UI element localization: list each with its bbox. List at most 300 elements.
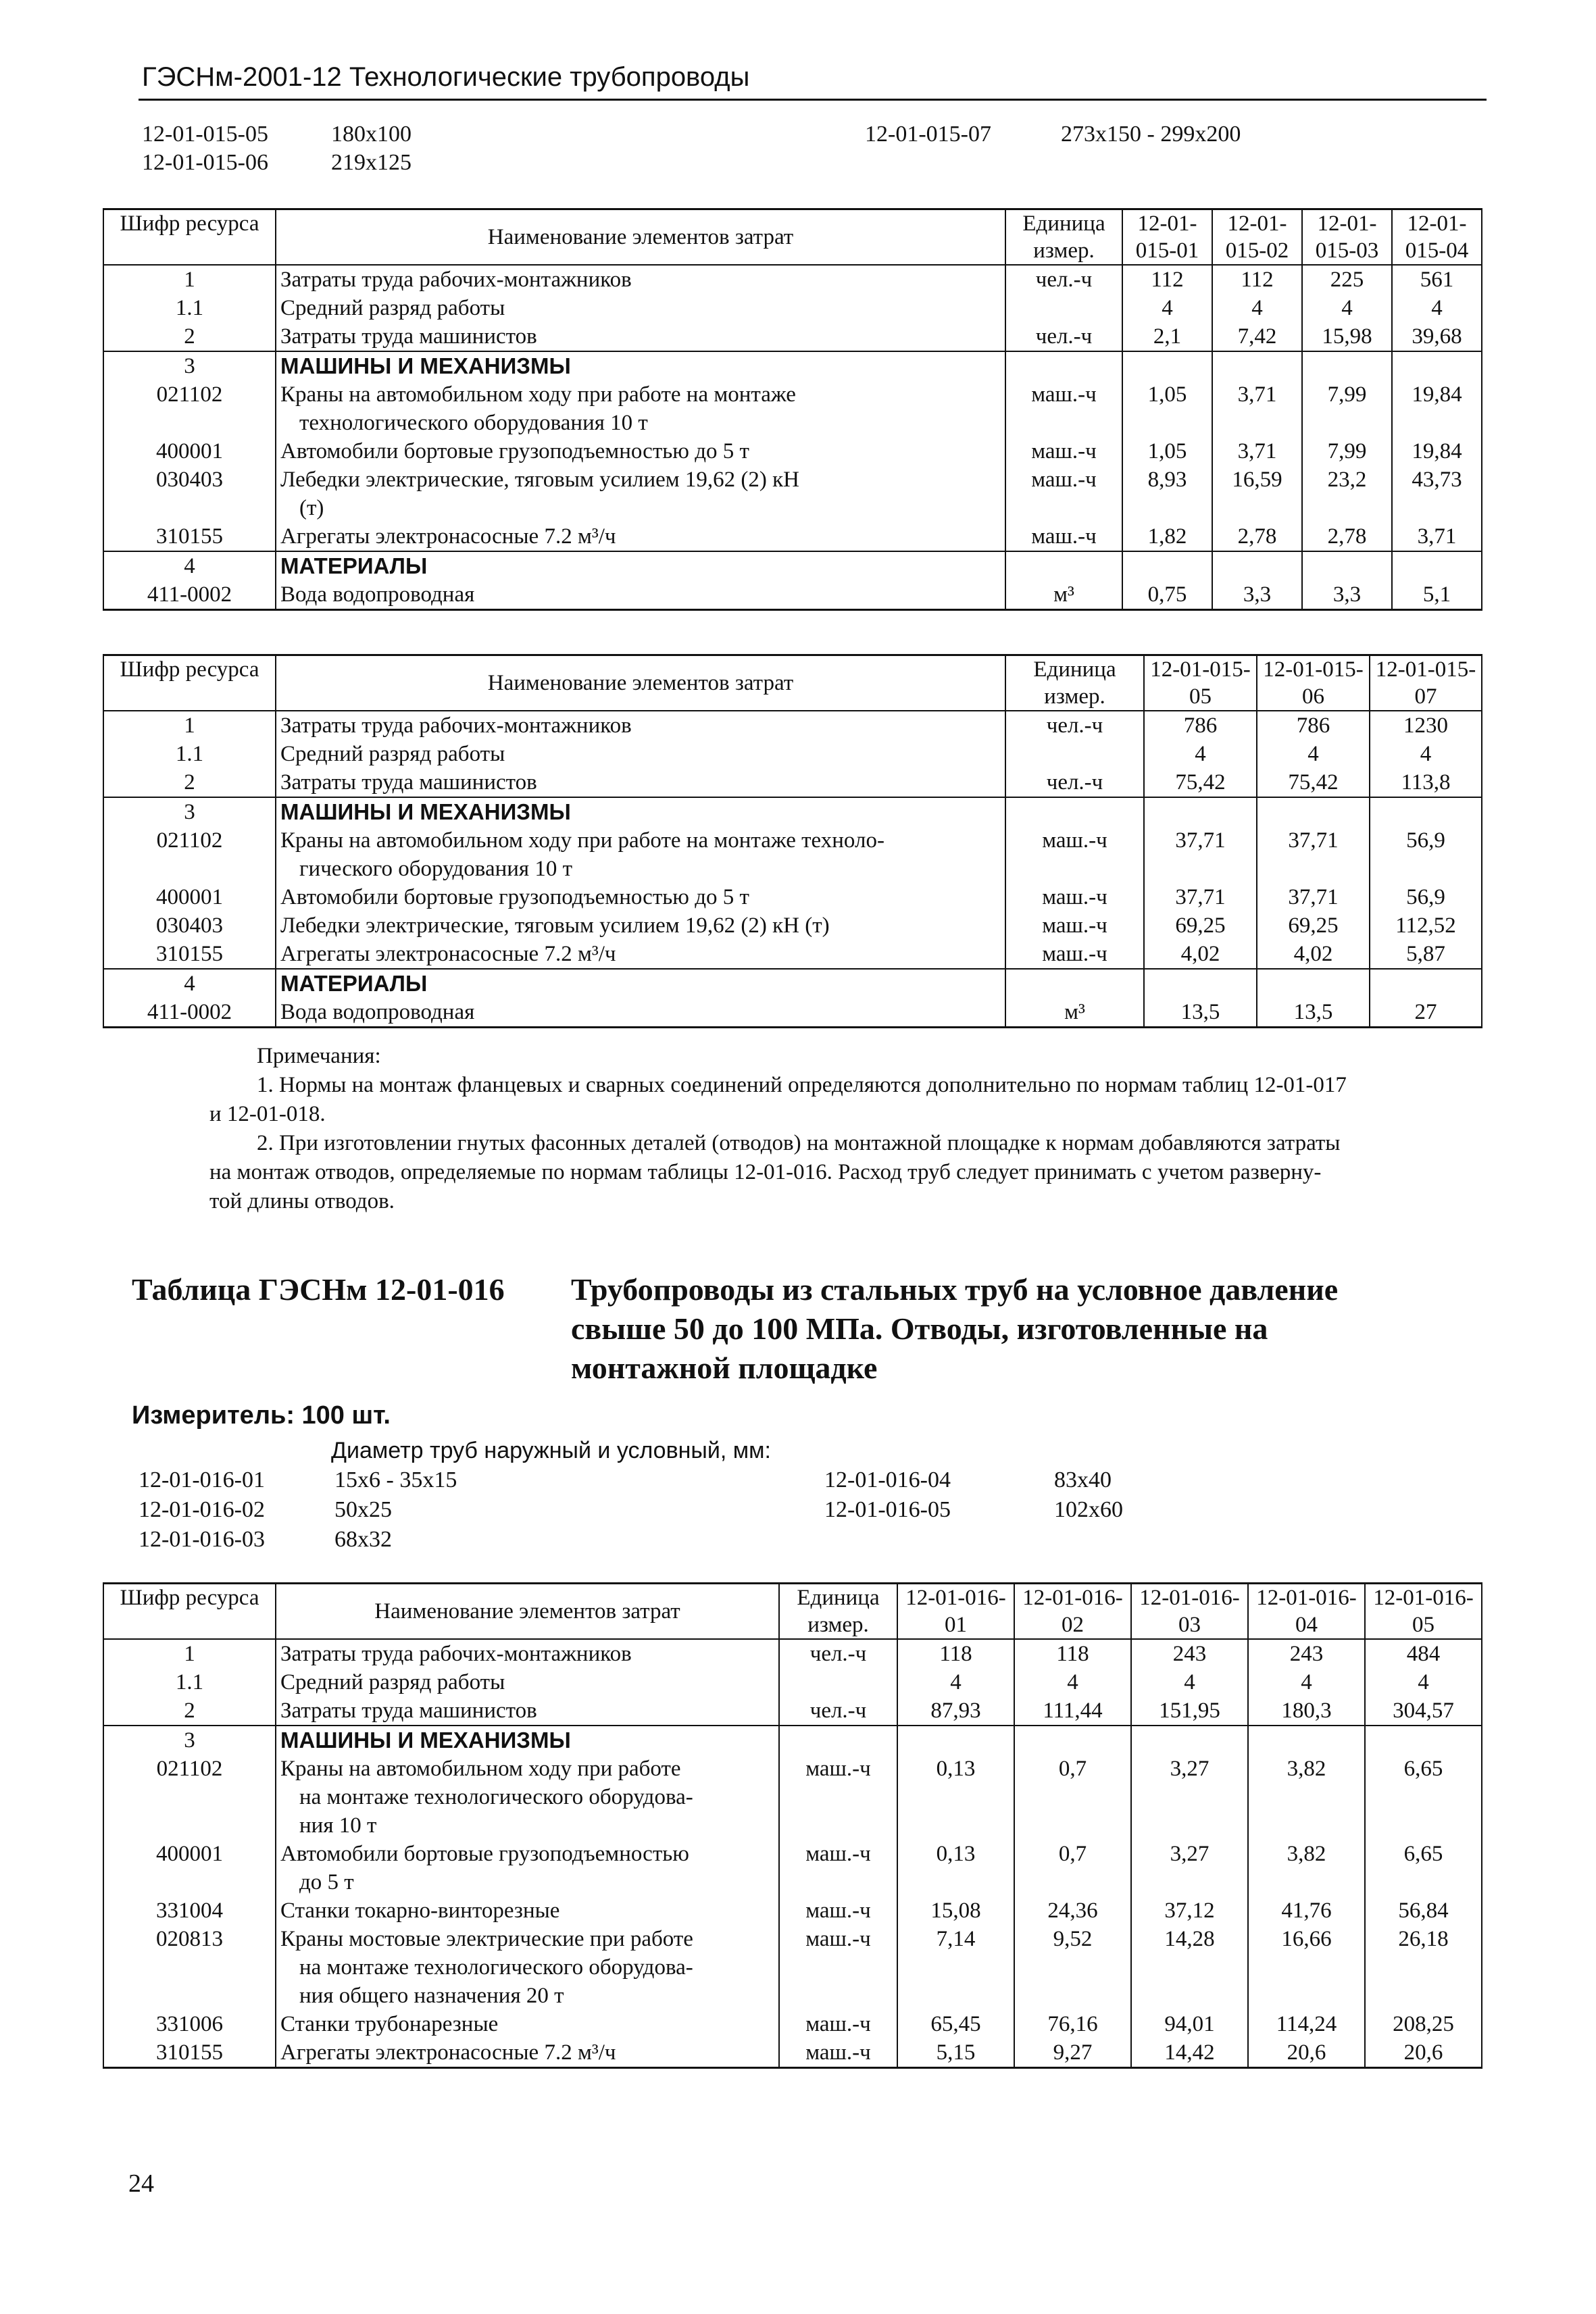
unit: маш.-ч [779,1755,897,1840]
unit: маш.-ч [1005,437,1122,466]
cost-element-text: Лебедки электрические, тяговым усилием 19,62 (2) кН (т) [280,913,830,938]
resource-code: 2 [103,322,276,351]
table-row [103,1726,1482,1755]
table-row [103,826,1482,883]
col-header-norm: 12-01-016-03 [1131,1584,1248,1640]
unit: маш.-ч [779,2038,897,2068]
norm-value [1302,351,1392,380]
norm-value: 0,13 [897,1755,1014,1840]
norm-value: 27 [1370,998,1482,1028]
header-rule [139,99,1487,101]
norm-value: 2,78 [1302,522,1392,551]
cost-element-name [276,580,1005,610]
table-row [103,1668,1482,1696]
norm-value: 243 [1248,1639,1365,1668]
norm-value: 69,25 [1257,911,1370,940]
norm-value: 5,1 [1392,580,1482,610]
table-row [103,768,1482,797]
norm-value: 1,05 [1122,437,1212,466]
norm-value: 76,16 [1014,2010,1131,2038]
norm-value: 6,65 [1365,1840,1482,1896]
cost-element-name [276,322,1005,351]
norm-value: 2,1 [1122,322,1212,351]
norm-value: 0,75 [1122,580,1212,610]
norm-value: 3,82 [1248,1755,1365,1840]
cost-element-name [276,1726,779,1755]
resource-code: 310155 [103,2038,276,2068]
norm-value: 9,27 [1014,2038,1131,2068]
size-code: 12-01-016-04 [824,1467,951,1492]
table-row [103,322,1482,351]
norm-value: 7,14 [897,1925,1014,2010]
norm-value: 16,66 [1248,1925,1365,2010]
cost-element-text: МАШИНЫ И МЕХАНИЗМЫ [280,353,571,378]
table-row [103,580,1482,610]
col-header-name: Наименование элементов затрат [276,655,1005,711]
cost-element-text: Затраты труда машинистов [280,1699,537,1723]
cost-element-name [276,911,1005,940]
norm-value: 4 [1248,1668,1365,1696]
note-1-cont: и 12-01-018. [209,1102,326,1126]
norm-value: 13,5 [1144,998,1257,1028]
cost-element-name [276,1840,779,1896]
cost-element-name [276,1668,779,1696]
norm-value: 0,7 [1014,1840,1131,1896]
col-header-norm: 12-01-015-02 [1212,209,1302,266]
norm-value: 1,82 [1122,522,1212,551]
table-row [103,740,1482,768]
norm-value: 4 [1144,740,1257,768]
cost-element-name [276,740,1005,768]
col-header-norm: 12-01-015-04 [1392,209,1482,266]
size-code: 12-01-015-07 [865,122,991,147]
norm-value [897,1726,1014,1755]
diameter-caption: Диаметр труб наружный и условный, мм: [331,1438,771,1463]
table-row [103,969,1482,998]
norm-value: 56,9 [1370,826,1482,883]
cost-element-name [276,826,1005,883]
resource-code: 030403 [103,466,276,522]
norm-value: 1,05 [1122,380,1212,437]
norm-value: 4 [1392,294,1482,322]
norm-value: 4 [1122,294,1212,322]
norm-value: 4 [1365,1668,1482,1696]
norm-value [1365,1726,1482,1755]
unit [1005,797,1144,826]
resource-table-016 [103,1582,1482,2069]
cost-element-text: МАШИНЫ И МЕХАНИЗМЫ [280,799,571,824]
cost-element-text: Затраты труда машинистов [280,770,537,795]
norm-value: 7,99 [1302,437,1392,466]
cost-element-text: Вода водопроводная [280,582,475,607]
norm-value: 4 [897,1668,1014,1696]
norm-value: 37,71 [1144,826,1257,883]
norm-value: 3,71 [1392,522,1482,551]
norm-value: 304,57 [1365,1696,1482,1726]
unit [1005,351,1122,380]
unit: маш.-ч [1005,940,1144,969]
cost-element-text-cont: гического оборудования 10 т [299,857,573,881]
cost-element-text: Затраты труда рабочих-монтажников [280,268,632,292]
size-code: 12-01-016-05 [824,1497,951,1522]
resource-code: 1 [103,265,276,294]
norm-value: 56,84 [1365,1896,1482,1925]
resource-code: 411-0002 [103,580,276,610]
table-row [103,1840,1482,1896]
norm-value: 112,52 [1370,911,1482,940]
norm-value [1144,797,1257,826]
cost-element-text: Агрегаты электронасосные 7.2 м³/ч [280,2040,616,2065]
norm-value: 2,78 [1212,522,1302,551]
table-title: свыше 50 до 100 МПа. Отводы, изготовленные на [571,1311,1268,1346]
cost-element-name [276,466,1005,522]
size-value: 180х100 [331,122,412,147]
size-value: 83х40 [1054,1467,1112,1492]
norm-value [1122,351,1212,380]
cost-element-text-cont: ния 10 т [299,1813,377,1838]
table-row [103,883,1482,911]
cost-element-name [276,351,1005,380]
col-header-norm: 12-01-015-06 [1257,655,1370,711]
resource-code: 400001 [103,883,276,911]
norm-value: 37,12 [1131,1896,1248,1925]
unit [779,1668,897,1696]
norm-value: 65,45 [897,2010,1014,2038]
norm-value: 26,18 [1365,1925,1482,2010]
table-row [103,2010,1482,2038]
cost-element-text: Краны на автомобильном ходу при работе [280,1757,681,1781]
norm-value: 3,71 [1212,380,1302,437]
size-code: 12-01-016-02 [139,1497,265,1522]
norm-value: 37,71 [1144,883,1257,911]
table-row [103,265,1482,294]
table-header-row [103,209,1482,266]
norm-value [1257,969,1370,998]
table-row [103,294,1482,322]
cost-element-text: МАТЕРИАЛЫ [280,553,428,578]
norm-value: 15,08 [897,1896,1014,1925]
resource-code: 021102 [103,826,276,883]
cost-element-text: Краны на автомобильном ходу при работе на монтаже техноло- [280,828,884,853]
table-label: Таблица ГЭСНм 12-01-016 [132,1272,505,1307]
table-row [103,940,1482,969]
norm-value: 13,5 [1257,998,1370,1028]
norm-value: 4,02 [1257,940,1370,969]
norm-value: 69,25 [1144,911,1257,940]
size-value: 219х125 [331,150,412,175]
norm-value [1370,797,1482,826]
resource-code: 020813 [103,1925,276,2010]
resource-code: 2 [103,768,276,797]
cost-element-name [276,883,1005,911]
resource-code: 411-0002 [103,998,276,1028]
unit: чел.-ч [1005,322,1122,351]
resource-code: 021102 [103,380,276,437]
resource-code: 4 [103,551,276,580]
table-row [103,437,1482,466]
norm-value: 4 [1257,740,1370,768]
norm-value [1122,551,1212,580]
cost-element-name [276,1696,779,1726]
table-row [103,466,1482,522]
resource-code: 3 [103,1726,276,1755]
norm-value: 484 [1365,1639,1482,1668]
norm-value: 19,84 [1392,380,1482,437]
cost-element-text: Станки трубонарезные [280,2012,499,2036]
norm-value: 56,9 [1370,883,1482,911]
norm-value: 4 [1302,294,1392,322]
norm-value: 75,42 [1257,768,1370,797]
unit: чел.-ч [779,1696,897,1726]
norm-value: 6,65 [1365,1755,1482,1840]
cost-element-name [276,2038,779,2068]
resource-code: 310155 [103,940,276,969]
unit: маш.-ч [1005,911,1144,940]
cost-element-name [276,2010,779,2038]
norm-value: 3,27 [1131,1840,1248,1896]
cost-element-text: Краны мостовые электрические при работе [280,1927,693,1951]
col-header-name: Наименование элементов затрат [276,209,1005,266]
cost-element-name [276,768,1005,797]
norm-value: 243 [1131,1639,1248,1668]
resource-code: 1.1 [103,740,276,768]
col-header-norm: 12-01-016-01 [897,1584,1014,1640]
resource-code: 3 [103,797,276,826]
norm-value: 37,71 [1257,883,1370,911]
norm-value [1257,797,1370,826]
cost-element-name [276,1755,779,1840]
norm-value: 111,44 [1014,1696,1131,1726]
resource-code: 331004 [103,1896,276,1925]
norm-value: 786 [1257,711,1370,740]
norm-value [1302,551,1392,580]
table-row [103,911,1482,940]
resource-table-015-05-07 [103,654,1482,1028]
resource-code: 1.1 [103,1668,276,1696]
unit: чел.-ч [1005,265,1122,294]
norm-value: 4 [1014,1668,1131,1696]
cost-element-text-cont: до 5 т [299,1870,354,1894]
resource-code: 400001 [103,437,276,466]
resource-code: 021102 [103,1755,276,1840]
table-row [103,522,1482,551]
page-number: 24 [128,2169,154,2198]
cost-element-text: Средний разряд работы [280,1670,505,1694]
size-value: 68х32 [334,1527,392,1552]
size-value: 15х6 - 35х15 [334,1467,457,1492]
norm-value: 37,71 [1257,826,1370,883]
cost-element-name [276,1896,779,1925]
table-row [103,1896,1482,1925]
table-row [103,551,1482,580]
cost-element-text: Агрегаты электронасосные 7.2 м³/ч [280,942,616,966]
cost-element-name [276,265,1005,294]
norm-value [1144,969,1257,998]
norm-value: 3,3 [1212,580,1302,610]
cost-element-text-cont: ния общего назначения 20 т [299,1984,564,2008]
cost-element-name [276,522,1005,551]
norm-value: 14,28 [1131,1925,1248,2010]
cost-element-text: МАШИНЫ И МЕХАНИЗМЫ [280,1728,571,1753]
cost-element-name [276,380,1005,437]
col-header-code: Шифр ресурса [103,1584,276,1640]
table-title: монтажной площадке [571,1351,878,1385]
unit: маш.-ч [1005,522,1122,551]
col-header-norm: 12-01-015-03 [1302,209,1392,266]
cost-element-text: Агрегаты электронасосные 7.2 м³/ч [280,524,616,549]
table-title: Трубопроводы из стальных труб на условное давление [571,1272,1339,1307]
unit [1005,551,1122,580]
unit: маш.-ч [1005,466,1122,522]
resource-code: 2 [103,1696,276,1726]
size-code: 12-01-016-03 [139,1527,265,1552]
cost-element-text: Автомобили бортовые грузоподъемностью [280,1842,689,1866]
cost-element-text-cont: на монтаже технологического оборудова- [299,1955,693,1980]
cost-element-text: Затраты труда машинистов [280,324,537,349]
norm-value: 112 [1122,265,1212,294]
norm-value: 3,3 [1302,580,1392,610]
size-value: 50х25 [334,1497,392,1522]
unit: чел.-ч [1005,768,1144,797]
cost-element-text-cont: на монтаже технологического оборудова- [299,1785,693,1809]
unit: маш.-ч [1005,883,1144,911]
norm-value: 180,3 [1248,1696,1365,1726]
cost-element-text: МАТЕРИАЛЫ [280,971,428,996]
unit [1005,969,1144,998]
norm-value: 4 [1370,740,1482,768]
table-row [103,1925,1482,2010]
unit [1005,740,1144,768]
notes-heading: Примечания: [257,1044,381,1068]
norm-value: 0,7 [1014,1755,1131,1840]
note-2: 2. При изготовлении гнутых фасонных деталей (отводов) на монтажной площадке к нормам добавляются затраты [257,1131,1341,1155]
norm-value: 7,99 [1302,380,1392,437]
cost-element-name [276,437,1005,466]
norm-value [1392,551,1482,580]
unit: маш.-ч [779,1896,897,1925]
norm-value: 3,71 [1212,437,1302,466]
norm-value: 112 [1212,265,1302,294]
col-header-unit: Единица измер. [1005,655,1144,711]
cost-element-text: Автомобили бортовые грузоподъемностью до 5 т [280,439,749,463]
cost-element-text: Затраты труда рабочих-монтажников [280,713,632,738]
resource-code: 1.1 [103,294,276,322]
norm-value [1212,351,1302,380]
size-value: 273х150 - 299х200 [1061,122,1241,147]
resource-table-015-01-04 [103,208,1482,611]
cost-element-text: Средний разряд работы [280,742,505,766]
norm-value: 23,2 [1302,466,1392,522]
unit: м³ [1005,998,1144,1028]
unit: чел.-ч [1005,711,1144,740]
norm-value: 3,82 [1248,1840,1365,1896]
norm-value: 4 [1212,294,1302,322]
cost-element-name [276,998,1005,1028]
table-header-row [103,655,1482,711]
norm-value [1370,969,1482,998]
cost-element-name [276,1925,779,2010]
size-code: 12-01-015-05 [142,122,268,147]
table-row [103,351,1482,380]
norm-value: 118 [897,1639,1014,1668]
col-header-unit: Единица измер. [779,1584,897,1640]
cost-element-text: Краны на автомобильном ходу при работе на монтаже [280,382,796,407]
resource-code: 400001 [103,1840,276,1896]
norm-value: 118 [1014,1639,1131,1668]
norm-value: 114,24 [1248,2010,1365,2038]
norm-value: 0,13 [897,1840,1014,1896]
table-row [103,998,1482,1028]
cost-element-name [276,551,1005,580]
col-header-norm: 12-01-016-04 [1248,1584,1365,1640]
table-row [103,711,1482,740]
resource-code: 030403 [103,911,276,940]
unit: маш.-ч [1005,380,1122,437]
norm-value: 19,84 [1392,437,1482,466]
table-row [103,1755,1482,1840]
cost-element-text: Затраты труда рабочих-монтажников [280,1642,632,1666]
resource-code: 310155 [103,522,276,551]
unit: чел.-ч [779,1639,897,1668]
norm-value: 8,93 [1122,466,1212,522]
col-header-unit: Единица измер. [1005,209,1122,266]
norm-value: 151,95 [1131,1696,1248,1726]
norm-value: 87,93 [897,1696,1014,1726]
table-row [103,2038,1482,2068]
unit [1005,294,1122,322]
cost-element-name [276,1639,779,1668]
norm-value: 43,73 [1392,466,1482,522]
resource-code: 331006 [103,2010,276,2038]
table-header-row [103,1584,1482,1640]
col-header-norm: 12-01-016-02 [1014,1584,1131,1640]
cost-element-name [276,294,1005,322]
norm-value: 1230 [1370,711,1482,740]
norm-value: 14,42 [1131,2038,1248,2068]
norm-value: 5,87 [1370,940,1482,969]
cost-element-name [276,797,1005,826]
note-2-cont: на монтаж отводов, определяемые по нормам таблицы 12-01-016. Расход труб следует принимать с учетом разверну- [209,1160,1322,1184]
resource-code: 1 [103,711,276,740]
norm-value: 9,52 [1014,1925,1131,2010]
norm-value: 7,42 [1212,322,1302,351]
cost-element-text: Автомобили бортовые грузоподъемностью до 5 т [280,885,749,909]
size-code: 12-01-016-01 [139,1467,265,1492]
col-header-norm: 12-01-015-01 [1122,209,1212,266]
norm-value: 225 [1302,265,1392,294]
norm-value: 20,6 [1248,2038,1365,2068]
col-header-norm: 12-01-015-05 [1144,655,1257,711]
note-2-cont: той длины отводов. [209,1189,395,1213]
unit: маш.-ч [779,1840,897,1896]
col-header-norm: 12-01-016-05 [1365,1584,1482,1640]
norm-value [1248,1726,1365,1755]
norm-value: 208,25 [1365,2010,1482,2038]
table-row [103,1696,1482,1726]
resource-code: 3 [103,351,276,380]
table-row [103,1639,1482,1668]
cost-element-text-cont: (т) [299,496,324,520]
unit: маш.-ч [779,1925,897,2010]
unit: маш.-ч [1005,826,1144,883]
cost-element-text: Средний разряд работы [280,296,505,320]
table-row [103,797,1482,826]
cost-element-text: Лебедки электрические, тяговым усилием 19,62 (2) кН [280,468,799,492]
unit [779,1726,897,1755]
table-row [103,380,1482,437]
norm-value: 39,68 [1392,322,1482,351]
norm-value [1212,551,1302,580]
